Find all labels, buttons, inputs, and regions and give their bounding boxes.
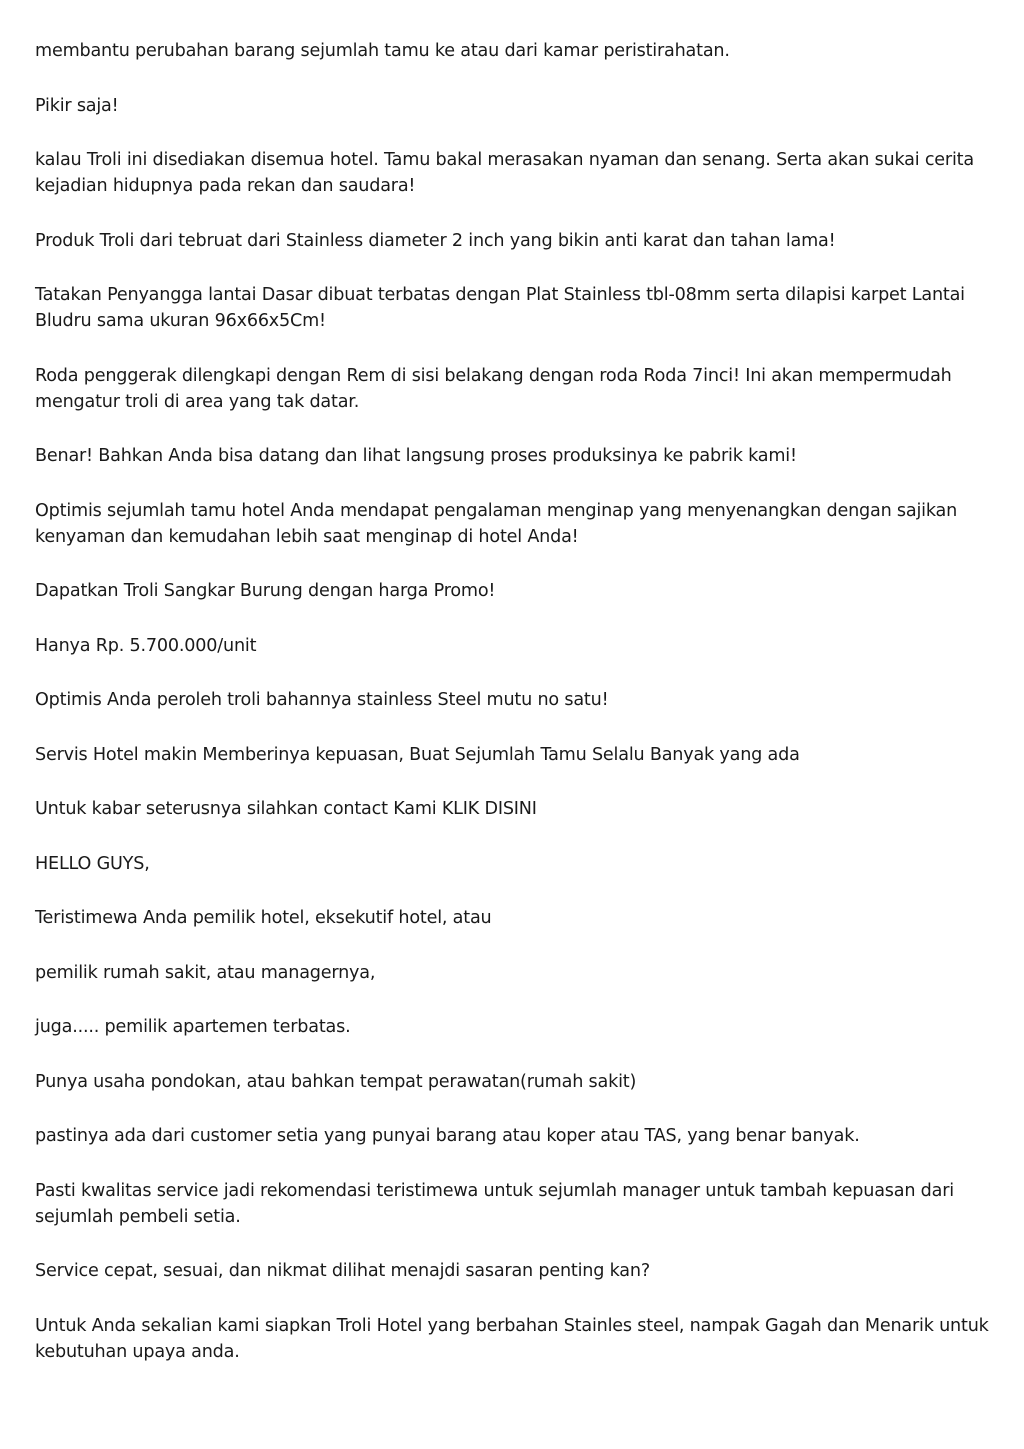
paragraph-6: Roda penggerak dilengkapi dengan Rem di sisi belakang dengan roda Roda 7inci! Ini akan mempermudah mengatur troli di area yang tak datar. — [35, 365, 952, 412]
paragraph-17: juga..... pemilik apartemen terbatas. — [35, 1017, 351, 1037]
paragraph-7: Benar! Bahkan Anda bisa datang dan lihat langsung proses produksinya ke pabrik kami! — [35, 446, 797, 466]
paragraph-12: Servis Hotel makin Memberinya kepuasan, Buat Sejumlah Tamu Selalu Banyak yang ada — [35, 744, 800, 765]
greeting-paragraph: HELLO GUYS, — [35, 853, 150, 874]
paragraph-1: membantu perubahan barang sejumlah tamu ke atau dari kamar peristirahatan. — [35, 41, 730, 61]
paragraph-11: Optimis Anda peroleh troli bahannya stainless Steel mutu no satu! — [35, 690, 609, 710]
paragraph-15: Teristimewa Anda pemilik hotel, eksekutif hotel, atau — [35, 908, 492, 928]
paragraph-18: Punya usaha pondokan, atau bahkan tempat perawatan(rumah sakit) — [35, 1071, 637, 1092]
paragraph-2: Pikir saja! — [35, 95, 119, 116]
document-body — [35, 38, 995, 1393]
paragraph-19: pastinya ada dari customer setia yang punyai barang atau koper atau TAS, yang benar banyak. — [35, 1126, 860, 1146]
paragraph-4: Produk Troli dari tebruat dari Stainless diameter 2 inch yang bikin anti karat dan tahan lama! — [35, 230, 836, 251]
paragraph-9: Dapatkan Troli Sangkar Burung dengan harga Promo! — [35, 581, 496, 601]
paragraph-16: pemilik rumah sakit, atau managernya, — [35, 962, 376, 983]
paragraph-8: Optimis sejumlah tamu hotel Anda mendapat pengalaman menginap yang menyenangkan dengan sajikan kenyaman dan kemudahan lebih saat menginap di hotel Anda! — [35, 500, 958, 547]
paragraph-22: Untuk Anda sekalian kami siapkan Troli Hotel yang berbahan Stainles steel, nampak Gagah dan Menarik untuk kebutuhan upaya anda. — [35, 1315, 989, 1362]
paragraph-5: Tatakan Penyangga lantai Dasar dibuat terbatas dengan Plat Stainless tbl-08mm serta dilapisi karpet Lantai Bludru sama ukuran 96x66x5Cm! — [35, 285, 965, 331]
contact-paragraph: Untuk kabar seterusnya silahkan contact Kami KLIK DISINI — [35, 799, 537, 819]
paragraph-20: Pasti kwalitas service jadi rekomendasi teristimewa untuk sejumlah manager untuk tambah kepuasan dari sejumlah pembeli setia. — [35, 1180, 954, 1227]
paragraph-3: kalau Troli ini disediakan disemua hotel. Tamu bakal merasakan nyaman dan senang. Serta akan sukai cerita kejadian hidupnya pada rekan dan saudara! — [35, 150, 974, 196]
paragraph-21: Service cepat, sesuai, dan nikmat dilihat menajdi sasaran penting kan? — [35, 1261, 650, 1281]
price-paragraph: Hanya Rp. 5.700.000/unit — [35, 635, 257, 656]
